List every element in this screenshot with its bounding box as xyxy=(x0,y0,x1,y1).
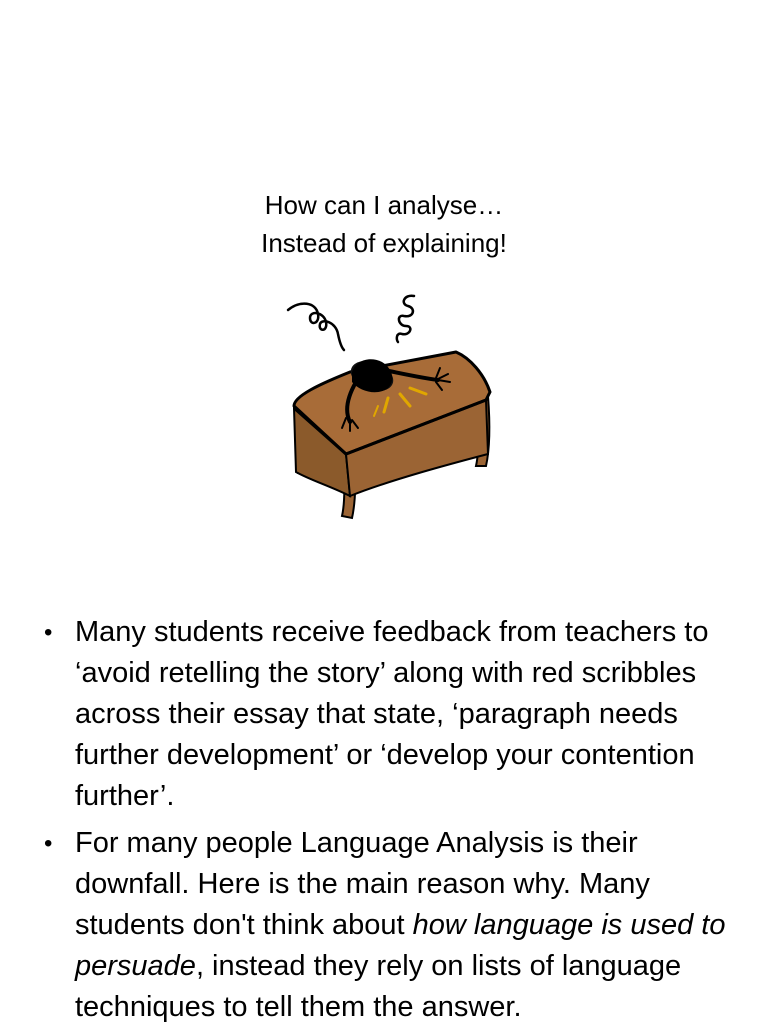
bullet-marker: • xyxy=(44,619,53,646)
bullet-marker: • xyxy=(44,830,53,857)
bullet-text: Many students receive feedback from teachers to ‘avoid retelling the story’ along with red scribbles across their essay that state, ‘paragraph needs further development’ or ‘develop your contention further’. xyxy=(75,616,709,812)
bullet-item-feedback xyxy=(44,612,744,817)
bullet-item-downfall xyxy=(44,823,744,1028)
title-line-1: How can I analyse… xyxy=(264,190,504,220)
bullet-list xyxy=(44,612,744,1034)
bullet-text-italic: how language is used to persuade xyxy=(75,909,726,982)
slide-title xyxy=(0,186,768,262)
bullet-text-after: , instead they rely on lists of language techniques to tell them the answer. xyxy=(75,950,682,1023)
title-line-2: Instead of explaining! xyxy=(261,228,507,258)
bullet-text-before: For many people Language Analysis is their downfall. Here is the main reason why. Many students don't think about xyxy=(75,827,650,941)
frustrated-figure-icon xyxy=(280,288,500,528)
